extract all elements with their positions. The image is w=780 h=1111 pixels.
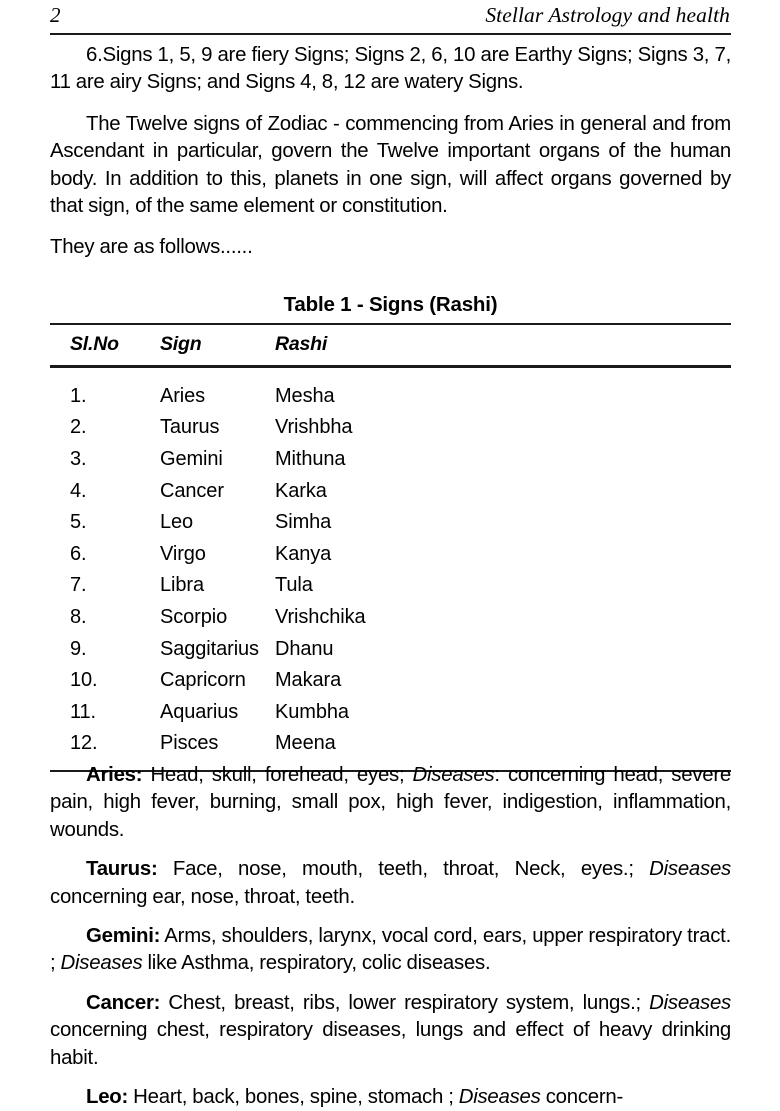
cell-sign: Pisces: [160, 732, 219, 755]
description-aries: [50, 762, 731, 844]
description-gemini: [50, 923, 731, 978]
cell-slno: 10.: [70, 669, 98, 692]
table-row: [50, 602, 731, 634]
sign-organs: Head, skull, forehead, eyes;: [142, 764, 413, 786]
table-row: [50, 665, 731, 697]
cell-slno: 6.: [70, 542, 87, 565]
paragraph-signs-elements: 6.Signs 1, 5, 9 are fiery Signs; Signs 2, 6, 10 are Earthy Signs; Signs 3, 7, 11 are airy Signs; and Signs 4, 8, 12 are watery Signs.: [50, 44, 731, 94]
cell-slno: 9.: [70, 637, 87, 660]
cell-slno: 8.: [70, 606, 87, 629]
cell-rashi: Kumbha: [275, 700, 349, 723]
cell-sign: Aries: [160, 384, 206, 407]
cell-rashi: Vrishchika: [275, 606, 366, 629]
cell-slno: 4.: [70, 479, 87, 502]
cell-rashi: Tula: [275, 574, 313, 597]
table-head: [50, 325, 731, 365]
table-row: [50, 381, 731, 413]
sign-organs: Chest, breast, ribs, lower respiratory system, lungs.;: [160, 991, 650, 1014]
running-title: Stellar Astrology and health: [485, 3, 730, 27]
sign-label: Cancer:: [86, 991, 161, 1014]
cell-rashi: Mithuna: [275, 448, 346, 471]
sign-organs: Face, nose, mouth, teeth, throat, Neck, eyes.;: [157, 858, 650, 881]
sign-organs: Heart, back, bones, spine, stomach ;: [128, 1086, 459, 1109]
table-row: [50, 539, 731, 571]
column-header-slno: Sl.No: [70, 333, 119, 356]
cell-rashi: Meena: [275, 732, 336, 755]
diseases-emphasis: Diseases: [412, 764, 495, 786]
cell-sign: Virgo: [160, 542, 206, 565]
table-row: [50, 728, 731, 760]
sign-diseases: concerning chest, respiratory diseases, lungs and effect of heavy drinking habit.: [50, 1019, 731, 1069]
cell-sign: Scorpio: [160, 606, 228, 629]
cell-sign: Libra: [160, 574, 204, 597]
running-header: [50, 2, 730, 34]
cell-sign: Leo: [160, 511, 194, 534]
diseases-emphasis: Diseases: [60, 952, 143, 975]
sign-label: Aries:: [86, 764, 143, 786]
cell-slno: 12.: [70, 732, 98, 755]
cell-rashi: Makara: [275, 669, 342, 692]
cell-rashi: Vrishbha: [275, 416, 353, 439]
sign-label: Leo:: [86, 1086, 129, 1109]
cell-slno: 5.: [70, 511, 87, 534]
sign-diseases: like Asthma, respiratory, colic diseases.: [142, 952, 491, 975]
table-row: [50, 633, 731, 665]
table-row: [50, 507, 731, 539]
cell-slno: 11.: [70, 700, 97, 723]
cell-sign: Capricorn: [160, 669, 246, 692]
table-body: [50, 381, 731, 760]
cell-sign: Gemini: [160, 448, 223, 471]
cell-slno: 3.: [70, 448, 87, 471]
diseases-emphasis: Diseases: [458, 1086, 541, 1109]
signs-table: [50, 325, 731, 365]
cell-rashi: Simha: [275, 511, 332, 534]
table-row: [50, 697, 731, 729]
paragraph-they-are-as-follows: They are as follows......: [50, 236, 253, 259]
sign-descriptions-block: [50, 762, 731, 1111]
paragraph-zodiac-organs: The Twelve signs of Zodiac - commencing from Aries in general and from Ascendant in particular, govern the Twelve important organs of the human body. In addition to this, planets in one sign, will affect organs governed by that sign, of the same element or constitution.: [50, 112, 731, 218]
signs-table-block: [50, 292, 731, 772]
cell-slno: 7.: [70, 574, 87, 597]
diseases-emphasis: Diseases: [649, 858, 731, 881]
sign-diseases: concern-: [540, 1086, 624, 1109]
table-row: [50, 570, 731, 602]
cell-sign: Taurus: [160, 416, 220, 439]
page-number: 2: [50, 3, 61, 27]
sign-diseases: concerning ear, nose, throat, teeth.: [50, 885, 355, 908]
table-caption: Table 1 - Signs (Rashi): [283, 293, 498, 316]
description-cancer: [50, 990, 731, 1072]
signs-table-body-wrapper: [50, 381, 731, 760]
cell-slno: 2.: [70, 416, 87, 439]
cell-slno: 1.: [70, 384, 87, 407]
description-taurus: [50, 856, 731, 911]
header-rule: [50, 33, 731, 35]
table-header-row: [50, 325, 731, 365]
sign-label: Gemini:: [86, 925, 161, 948]
cell-rashi: Kanya: [275, 542, 332, 565]
cell-rashi: Dhanu: [275, 637, 334, 660]
sign-label: Taurus:: [86, 858, 158, 881]
sign-organs: Arms, shoulders, larynx, vocal cord, ears, upper respiratory tract. ;: [50, 925, 731, 975]
sign-diseases: : concerning head, severe pain, high fever, burning, small pox, high fever, indigestion, inflammation, wounds.: [50, 764, 732, 841]
table-body-top-spacer: [50, 368, 731, 381]
table-row: [50, 412, 731, 444]
cell-rashi: Mesha: [275, 384, 335, 407]
cell-rashi: Karka: [275, 479, 327, 502]
cell-sign: Saggitarius: [160, 637, 259, 660]
table-row: [50, 475, 731, 507]
column-header-sign: Sign: [160, 333, 202, 356]
table-row: [50, 444, 731, 476]
cell-sign: Aquarius: [160, 700, 239, 723]
intro-text-block: [50, 42, 731, 276]
cell-sign: Cancer: [160, 479, 224, 502]
description-leo: [50, 1084, 731, 1111]
diseases-emphasis: Diseases: [649, 991, 731, 1014]
column-header-rashi: Rashi: [275, 333, 328, 356]
